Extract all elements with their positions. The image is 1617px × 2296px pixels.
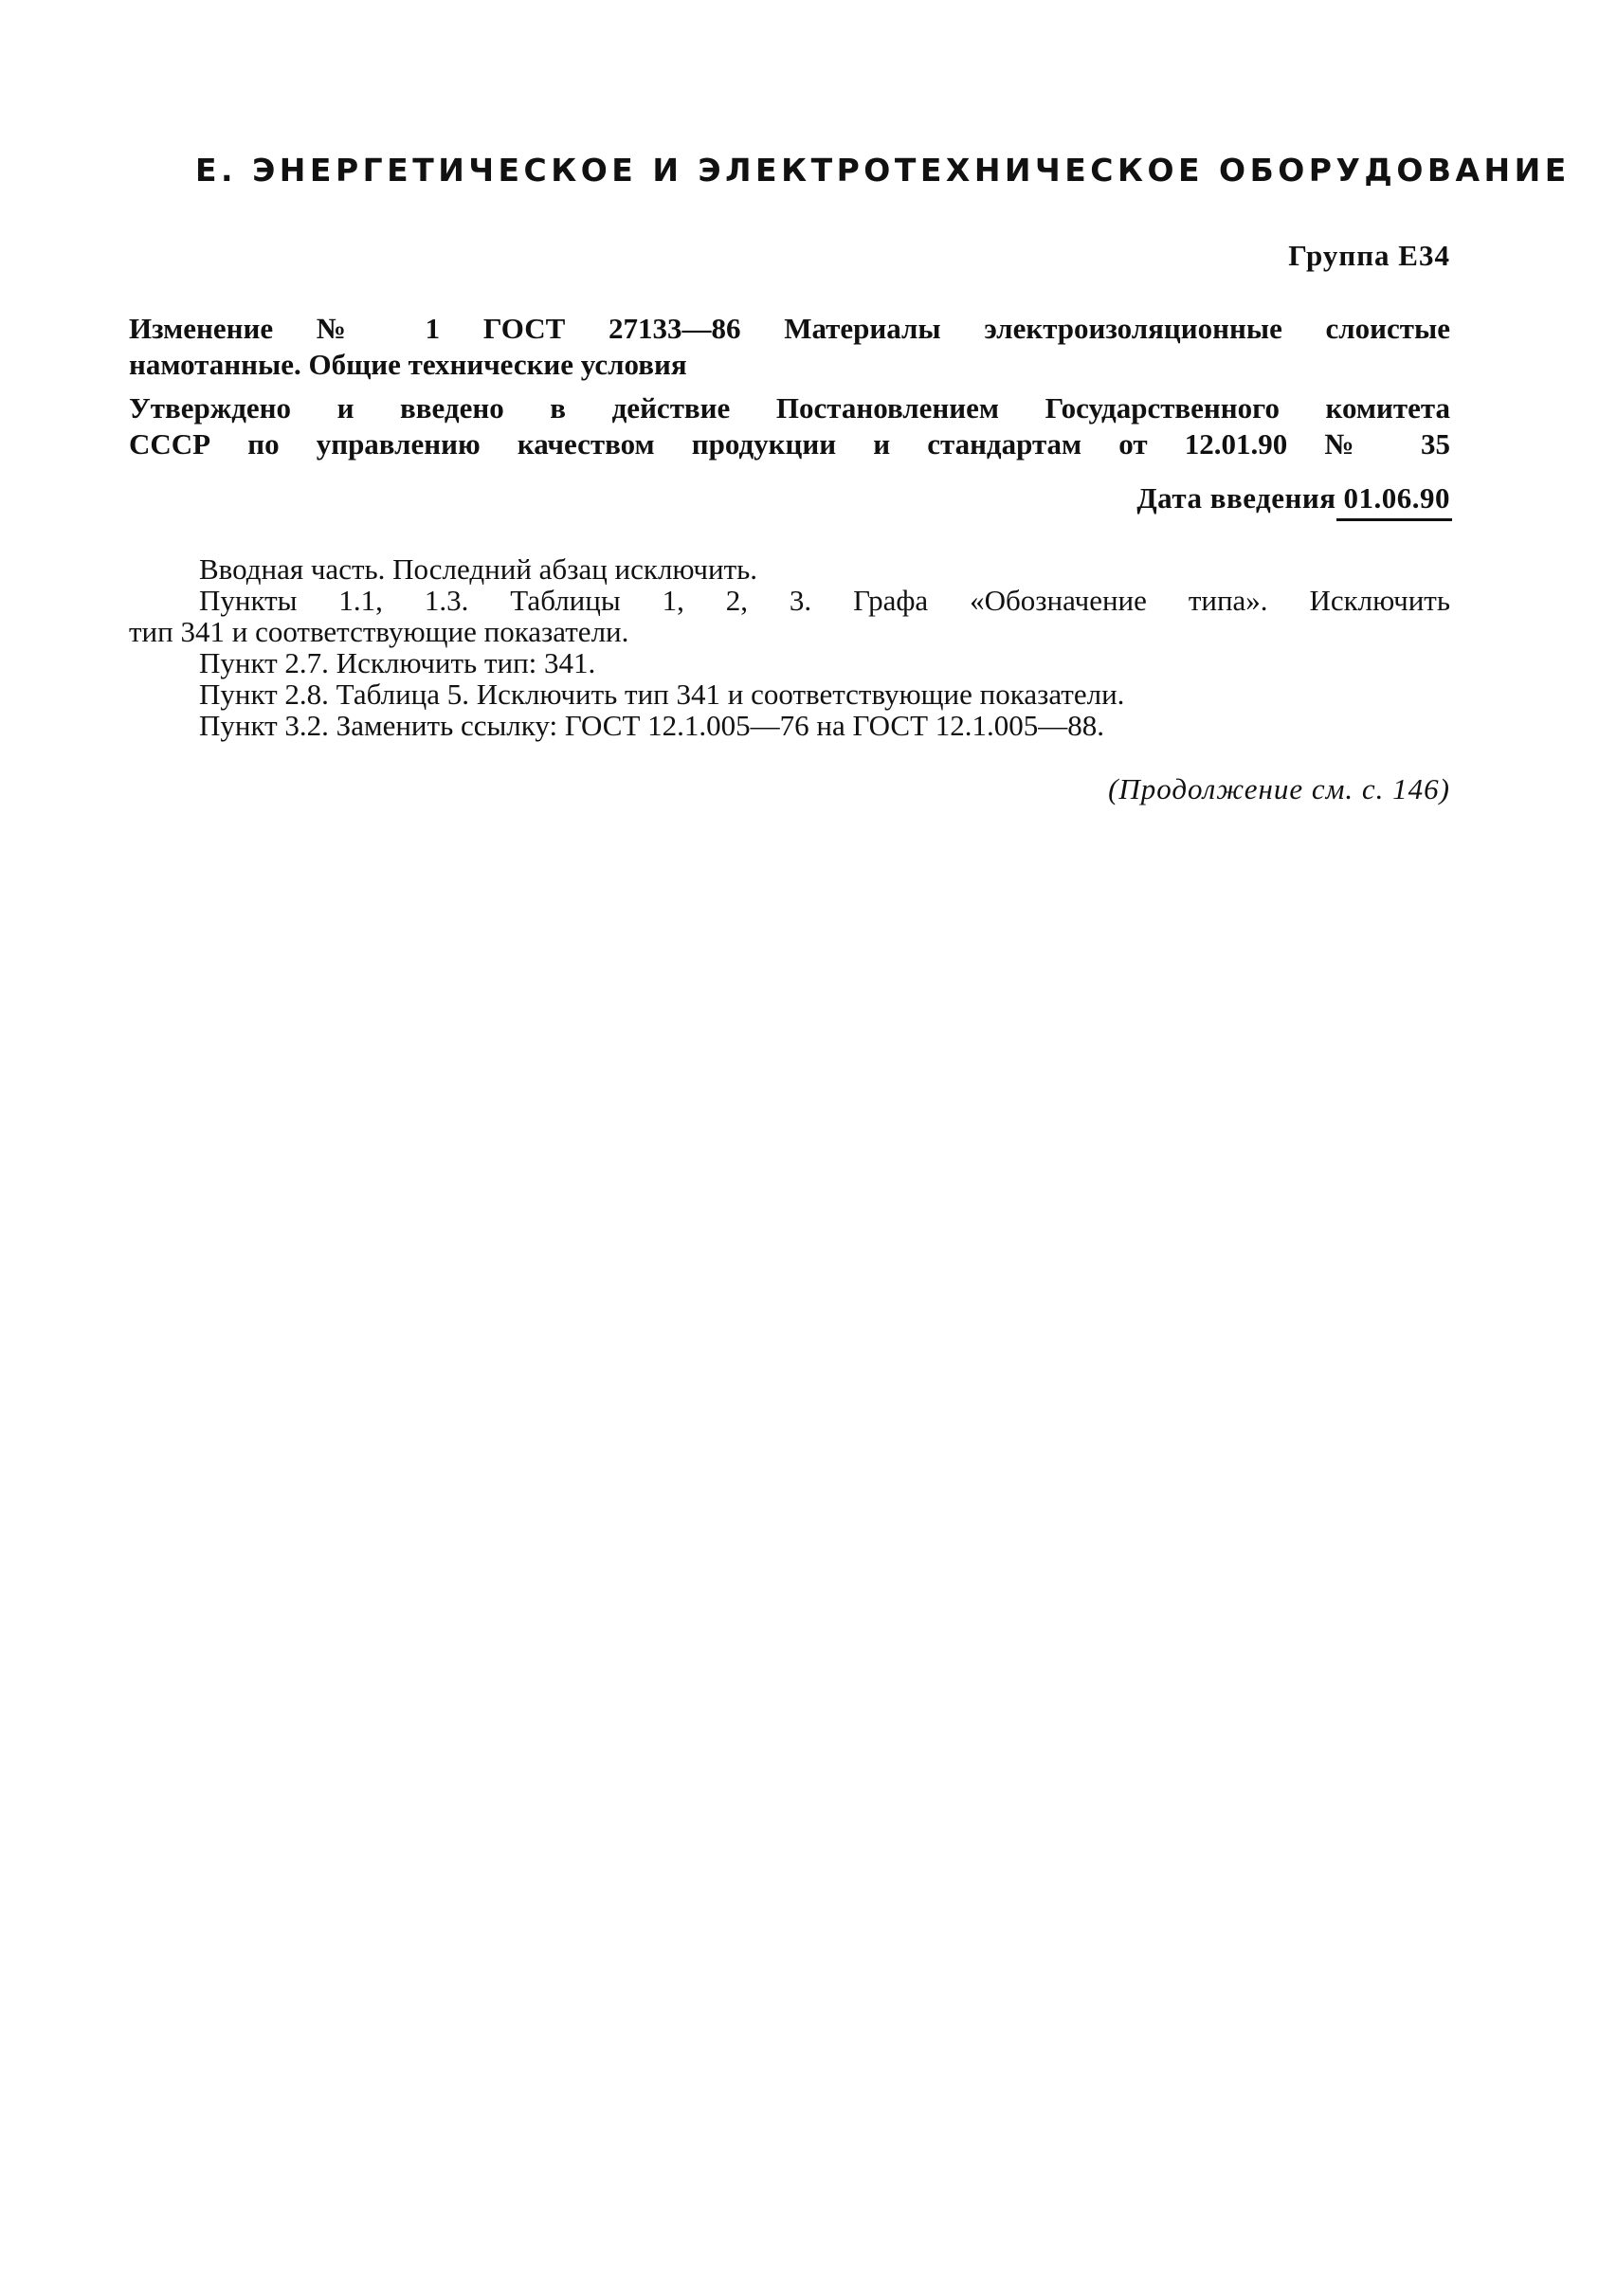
date-underline	[1336, 518, 1453, 521]
body-paragraph-4: Пункт 2.8. Таблица 5. Исключить тип 341 и соответствующие показатели.	[199, 678, 1125, 711]
body-paragraph-5: Пункт 3.2. Заменить ссылку: ГОСТ 12.1.005—76 на ГОСТ 12.1.005—88.	[199, 709, 1105, 742]
effective-date	[1136, 481, 1450, 515]
change-title-line-2: намотанные. Общие технические условия	[129, 348, 687, 381]
section-title: Е. ЭНЕРГЕТИЧЕСКОЕ И ЭЛЕКТРОТЕХНИЧЕСКОЕ ОБОРУДОВАНИЕ	[195, 152, 1571, 189]
continuation-note: (Продолжение см. с. 146)	[1108, 772, 1450, 805]
change-body	[129, 553, 1450, 741]
body-paragraph-3: Пункт 2.7. Исключить тип: 341.	[199, 646, 596, 679]
change-title	[129, 311, 1450, 383]
group-code: Группа Е34	[1288, 239, 1450, 272]
body-paragraph-2-line-2: тип 341 и соответствующие показатели.	[129, 615, 629, 648]
effective-date-value-wrap	[1336, 481, 1451, 515]
body-paragraph-2-line-1: Пункты 1.1, 1.3. Таблицы 1, 2, 3. Графа «Обозначение типа». Исключить	[199, 584, 1450, 617]
body-paragraph-1: Вводная часть. Последний абзац исключить.	[199, 552, 758, 586]
effective-date-label: Дата введения	[1136, 481, 1336, 515]
approval-statement	[129, 390, 1450, 462]
approval-line-2: СССР по управлению качеством продукции и стандартам от 12.01.90 № 35	[129, 427, 1450, 461]
effective-date-value: 01.06.90	[1343, 481, 1450, 515]
approval-line-1: Утверждено и введено в действие Постановлением Государственного комитета	[129, 391, 1450, 425]
change-title-line-1: Изменение № 1 ГОСТ 27133—86 Материалы электроизоляционные слоистые	[129, 312, 1450, 345]
